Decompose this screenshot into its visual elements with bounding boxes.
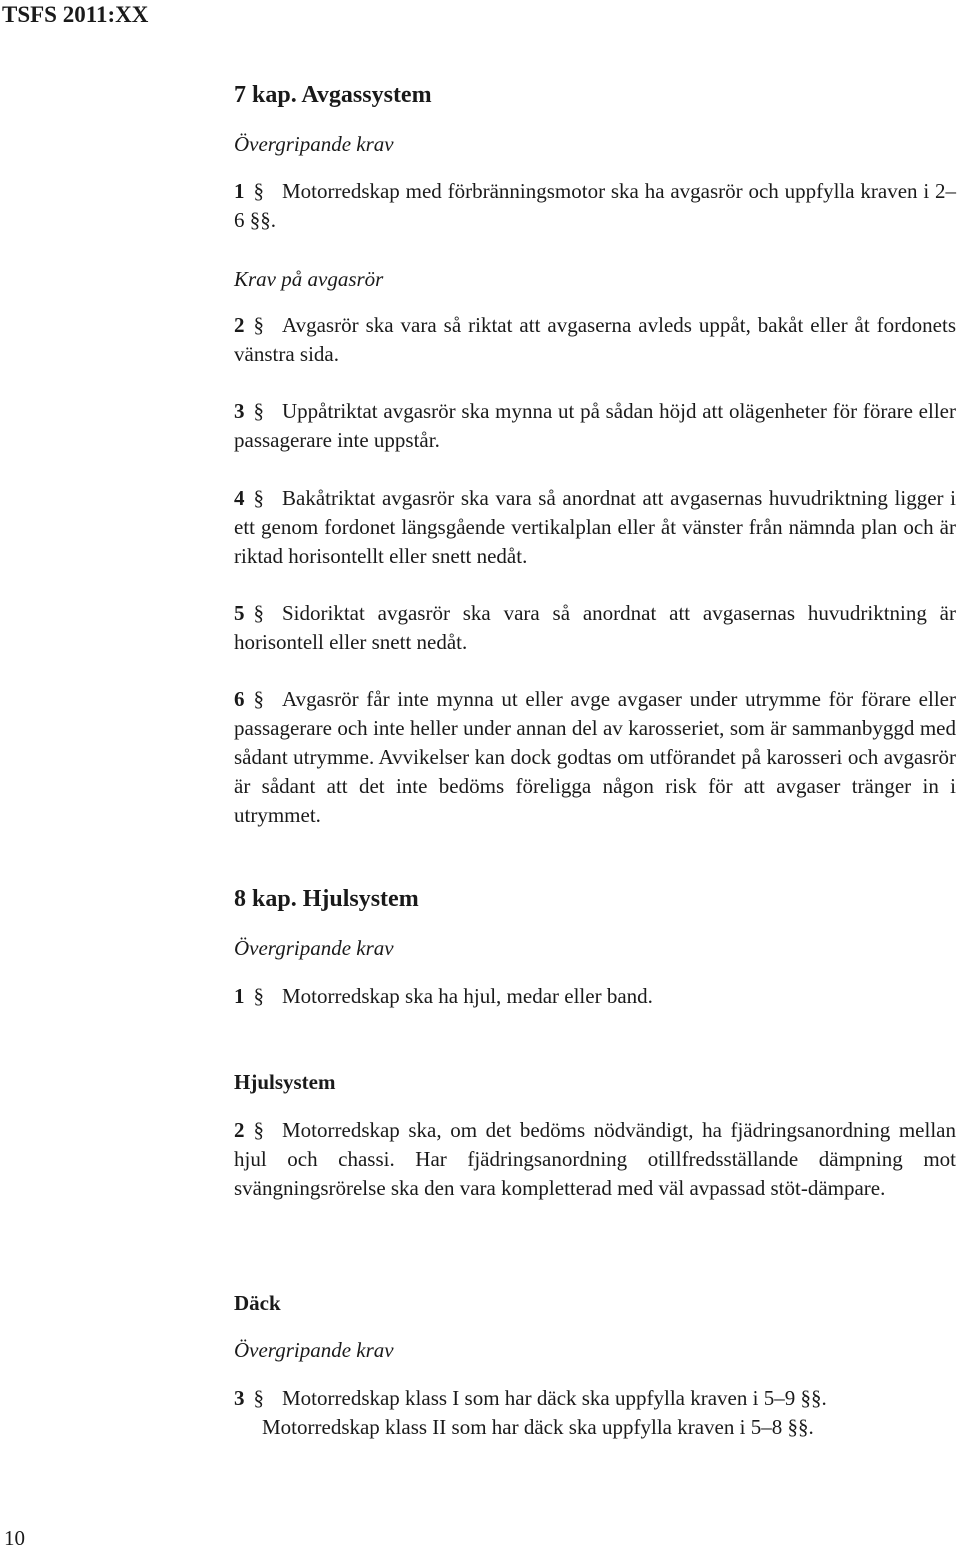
section-sign-icon: §: [253, 687, 264, 711]
paragraph-text-line-2: Motorredskap klass II som har däck ska uppfylla kraven i 5–8 §§.: [262, 1415, 814, 1439]
section-sign-icon: §: [253, 313, 264, 337]
ch7-paragraph-5: [234, 599, 956, 657]
paragraph-number: 3: [234, 1386, 245, 1410]
paragraph-number: 6: [234, 687, 245, 711]
section-sign-icon: §: [253, 1386, 264, 1410]
paragraph-text: Avgasrör får inte mynna ut eller avge avgaser under utrymme för förare eller passagerare och inte heller under annan del av karosseriet, som är sammanbyggd med sådant utrymme. Avvikelser kan dock godtas om utförandet på karosseri och avgasrör är sådant att det inte bedöms föreligga någon risk för att avgaser tränger in i utrymmet.: [234, 687, 956, 827]
paragraph-text: Motorredskap ska, om det bedöms nödvändigt, ha fjädringsanordning mellan hjul och chassi. Har fjädringsanordning otillfredsställande dämpning mot svängningsrörelse ska den vara kompletterad med väl avpassad stöt-dämpare.: [234, 1118, 956, 1200]
paragraph-number: 1: [234, 984, 245, 1008]
section-sign-icon: §: [253, 399, 264, 423]
paragraph-text: Avgasrör ska vara så riktat att avgaserna avleds uppåt, bakåt eller åt fordonets vänstra sida.: [234, 313, 956, 366]
section-sign-icon: §: [253, 984, 264, 1008]
paragraph-text: Sidoriktat avgasrör ska vara så anordnat att avgasernas huvudriktning är horisontell eller snett nedåt.: [234, 601, 956, 654]
paragraph-number: 2: [234, 313, 245, 337]
ch7-paragraph-3: [234, 397, 956, 455]
paragraph-text: Uppåtriktat avgasrör ska mynna ut på sådan höjd att olägenheter för förare eller passagerare inte uppstår.: [234, 399, 956, 452]
paragraph-text: Bakåtriktat avgasrör ska vara så anordnat att avgasernas huvudriktning ligger i ett genom fordonet längsgående vertikalplan eller åt vänster från nämnda plan och är riktad horisontellt eller snett nedåt.: [234, 486, 956, 568]
section-sign-icon: §: [253, 601, 264, 625]
paragraph-number: 4: [234, 486, 245, 510]
chapter-7-subheading-overgripande: Övergripande krav: [234, 132, 394, 156]
ch7-paragraph-2: [234, 311, 956, 369]
paragraph-text: Motorredskap ska ha hjul, medar eller band.: [282, 984, 653, 1008]
paragraph-text-line-1: Motorredskap klass I som har däck ska uppfylla kraven i 5–9 §§.: [282, 1386, 827, 1410]
ch7-paragraph-6: [234, 685, 956, 830]
paragraph-number: 3: [234, 399, 245, 423]
chapter-8-heading-hjulsystem: Hjulsystem: [234, 1070, 336, 1094]
chapter-8-title: 8 kap. Hjulsystem: [234, 886, 419, 912]
page-number: 10: [4, 1526, 25, 1550]
section-sign-icon: §: [253, 1118, 264, 1142]
ch8-paragraph-3: [234, 1384, 956, 1442]
paragraph-number: 5: [234, 601, 245, 625]
document-header: TSFS 2011:XX: [2, 2, 149, 27]
chapter-7-subheading-avgasror: Krav på avgasrör: [234, 267, 384, 291]
paragraph-number: 1: [234, 179, 245, 203]
ch8-paragraph-2: [234, 1116, 956, 1203]
chapter-8-subheading-overgripande: Övergripande krav: [234, 936, 394, 960]
ch7-paragraph-4: [234, 484, 956, 571]
chapter-7-title: 7 kap. Avgassystem: [234, 82, 432, 108]
section-sign-icon: §: [253, 179, 264, 203]
chapter-8-heading-dack: Däck: [234, 1291, 281, 1315]
ch7-paragraph-1: [234, 177, 956, 235]
paragraph-number: 2: [234, 1118, 245, 1142]
chapter-8-subheading-overgripande-2: Övergripande krav: [234, 1338, 394, 1362]
ch8-paragraph-1: [234, 982, 956, 1011]
paragraph-text: Motorredskap med förbränningsmotor ska ha avgasrör och uppfylla kraven i 2–6 §§.: [234, 179, 956, 232]
section-sign-icon: §: [253, 486, 264, 510]
